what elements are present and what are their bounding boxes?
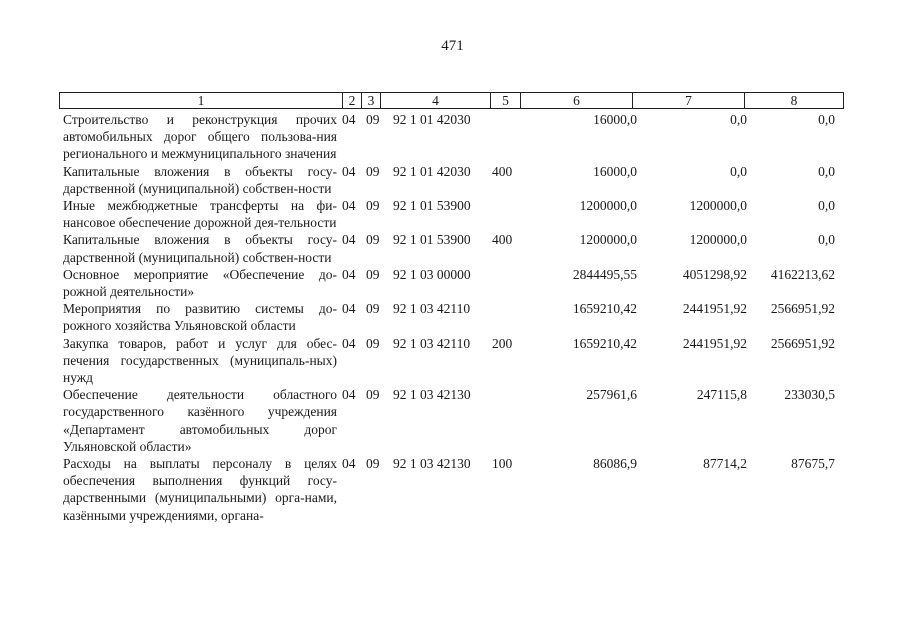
row-value-col7: 0,0: [730, 112, 747, 127]
row-subsection: 09: [366, 163, 380, 179]
table-body: [59, 111, 843, 524]
header-col-2: 2: [343, 93, 362, 109]
row-section: 04: [342, 266, 356, 282]
row-name: Капитальные вложения в объекты госу-дарственной (муниципальной) собствен-ности: [63, 163, 337, 196]
row-value-col8: 2566951,92: [770, 301, 835, 317]
row-value-col7: 247115,8: [696, 387, 747, 403]
row-name: Строительство и реконструкция прочих автомобильных дорог общего пользова-ния регионального и межмуниципального значения: [63, 112, 337, 162]
row-value-col7: 2441951,92: [682, 335, 747, 351]
row-name: Обеспечение деятельности областного государственного казённого учреждения «Департамент автомобильных дорог Ульяновской области»: [63, 387, 337, 454]
row-target-code: 92 1 01 53900: [393, 232, 471, 248]
row-value-col8: 2566951,92: [770, 335, 835, 351]
row-value-col6: 1659210,42: [572, 335, 637, 351]
row-value-col6: 2844495,55: [572, 266, 637, 282]
row-target-code: 92 1 03 00000: [393, 266, 471, 282]
row-subsection: 09: [366, 266, 380, 282]
table-row: [59, 111, 843, 163]
row-value-col8: 0,0: [818, 112, 835, 127]
row-target-code: 92 1 01 42030: [393, 163, 471, 179]
header-col-1: 1: [60, 93, 343, 109]
table-row: [59, 266, 843, 300]
row-subsection: 09: [366, 335, 380, 351]
row-section: 04: [342, 112, 356, 127]
row-expense-type: 400: [492, 163, 513, 179]
row-value-col6: 16000,0: [593, 112, 637, 127]
row-value-col8: 0,0: [818, 163, 835, 179]
row-target-code: 92 1 03 42130: [393, 456, 471, 472]
row-name: Закупка товаров, работ и услуг для обес-печения государственных (муниципаль-ных) нужд: [63, 335, 337, 386]
row-subsection: 09: [366, 301, 380, 317]
table-row: [59, 300, 843, 334]
row-expense-type: 100: [492, 456, 513, 472]
row-subsection: 09: [366, 232, 380, 248]
row-section: 04: [342, 456, 356, 472]
row-value-col8: 87675,7: [791, 456, 835, 472]
row-value-col7: 0,0: [730, 163, 747, 179]
row-target-code: 92 1 01 53900: [393, 198, 471, 214]
row-value-col6: 257961,6: [586, 387, 637, 403]
row-name: Мероприятия по развитию системы до-рожного хозяйства Ульяновской области: [63, 301, 337, 334]
row-section: 04: [342, 301, 356, 317]
table-row: [59, 163, 843, 197]
table-row: [59, 455, 843, 524]
row-value-col6: 86086,9: [593, 456, 637, 472]
row-target-code: 92 1 03 42110: [393, 301, 471, 317]
table-row: [59, 197, 843, 231]
row-value-col6: 16000,0: [593, 163, 637, 179]
row-value-col7: 1200000,0: [689, 232, 747, 248]
row-subsection: 09: [366, 456, 380, 472]
page-number: 471: [441, 38, 464, 54]
row-target-code: 92 1 03 42110: [393, 335, 471, 351]
header-col-5: 5: [491, 93, 521, 109]
row-section: 04: [342, 163, 356, 179]
row-value-col6: 1200000,0: [579, 198, 637, 214]
row-value-col8: 4162213,62: [770, 266, 835, 282]
row-name: Иные межбюджетные трансферты на фи-нансовое обеспечение дорожной дея-тельности: [63, 198, 337, 231]
row-name: Основное мероприятие «Обеспечение до-рожной деятельности»: [63, 266, 337, 300]
table-row: [59, 335, 843, 387]
row-expense-type: 200: [492, 335, 513, 351]
row-value-col8: 0,0: [818, 198, 835, 214]
row-value-col7: 2441951,92: [682, 301, 747, 317]
row-value-col8: 0,0: [818, 232, 835, 248]
table-row: [59, 231, 843, 265]
header-col-6: 6: [521, 93, 633, 109]
table-header: [59, 92, 844, 109]
header-col-7: 7: [633, 93, 745, 109]
header-col-8: 8: [745, 93, 844, 109]
header-col-3: 3: [362, 93, 381, 109]
table-row: [59, 386, 843, 455]
row-value-col7: 87714,2: [703, 456, 747, 472]
row-subsection: 09: [366, 112, 380, 127]
header-col-4: 4: [381, 93, 491, 109]
row-expense-type: 400: [492, 232, 513, 248]
row-section: 04: [342, 335, 356, 351]
row-value-col7: 1200000,0: [689, 198, 747, 214]
row-value-col7: 4051298,92: [682, 266, 747, 282]
row-value-col8: 233030,5: [784, 387, 835, 403]
row-subsection: 09: [366, 198, 380, 214]
row-target-code: 92 1 01 42030: [393, 112, 471, 127]
row-name: Капитальные вложения в объекты госу-дарственной (муниципальной) собствен-ности: [63, 232, 337, 265]
row-section: 04: [342, 198, 356, 214]
row-section: 04: [342, 387, 356, 403]
row-section: 04: [342, 232, 356, 248]
row-subsection: 09: [366, 387, 380, 403]
row-value-col6: 1200000,0: [579, 232, 637, 248]
row-name: Расходы на выплаты персоналу в целях обеспечения выполнения функций госу-дарственными (муниципальными) орга-нами, казёнными учреждениями, органа-: [63, 456, 337, 523]
row-value-col6: 1659210,42: [572, 301, 637, 317]
row-target-code: 92 1 03 42130: [393, 387, 471, 403]
